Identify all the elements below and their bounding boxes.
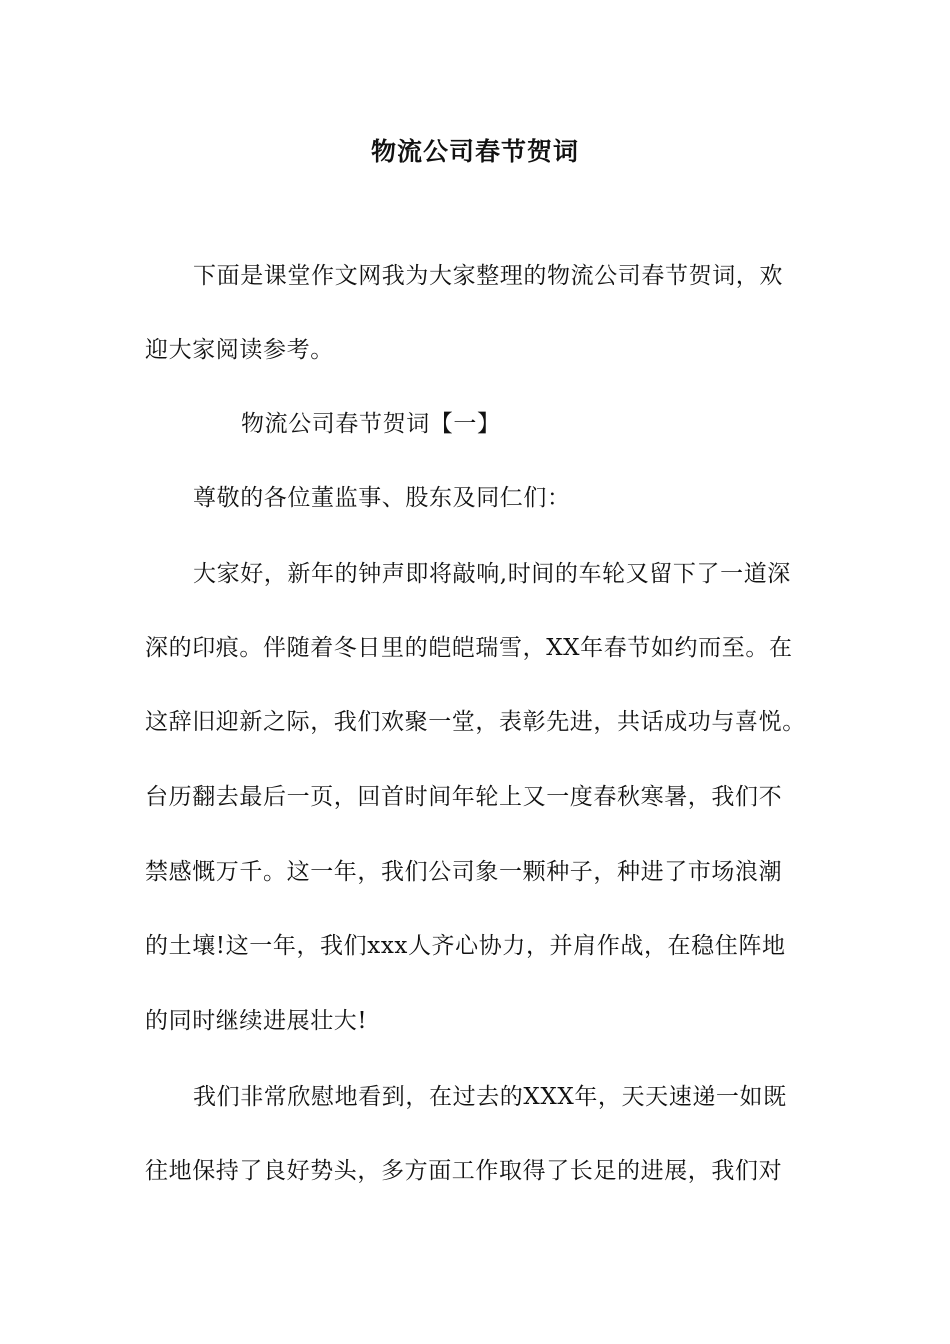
- paragraph-line: 迎大家阅读参考。: [145, 337, 334, 363]
- paragraph-line: 我们非常欣慰地看到，在过去的XXX年，天天速递一如既: [193, 1084, 787, 1110]
- paragraph-line: 往地保持了良好势头，多方面工作取得了长足的进展，我们对: [145, 1158, 783, 1184]
- paragraph-line: 大家好，新年的钟声即将敲响,时间的车轮又留下了一道深: [193, 561, 791, 587]
- paragraph-line: 的土壤!这一年，我们xxx人齐心协力，并肩作战，在稳住阵地: [145, 933, 786, 959]
- paragraph-line: 下面是课堂作文网我为大家整理的物流公司春节贺词，欢: [193, 263, 783, 289]
- document-title: 物流公司春节贺词: [370, 137, 579, 166]
- paragraph-line: 这辞旧迎新之际，我们欢聚一堂，表彰先进，共话成功与喜悦。: [145, 709, 806, 735]
- paragraph-line: 禁感慨万千。这一年，我们公司象一颗种子，种进了市场浪潮: [145, 859, 783, 885]
- paragraph-line: 台历翻去最后一页，回首时间年轮上又一度春秋寒暑，我们不: [145, 784, 783, 810]
- section-heading: 物流公司春节贺词【一】: [241, 411, 501, 437]
- salutation-line: 尊敬的各位董监事、股东及同仁们：: [193, 485, 571, 511]
- paragraph-line: 的同时继续进展壮大!: [145, 1008, 368, 1034]
- paragraph-line: 深的印痕。伴随着冬日里的皑皑瑞雪，XX年春节如约而至。在: [145, 635, 793, 661]
